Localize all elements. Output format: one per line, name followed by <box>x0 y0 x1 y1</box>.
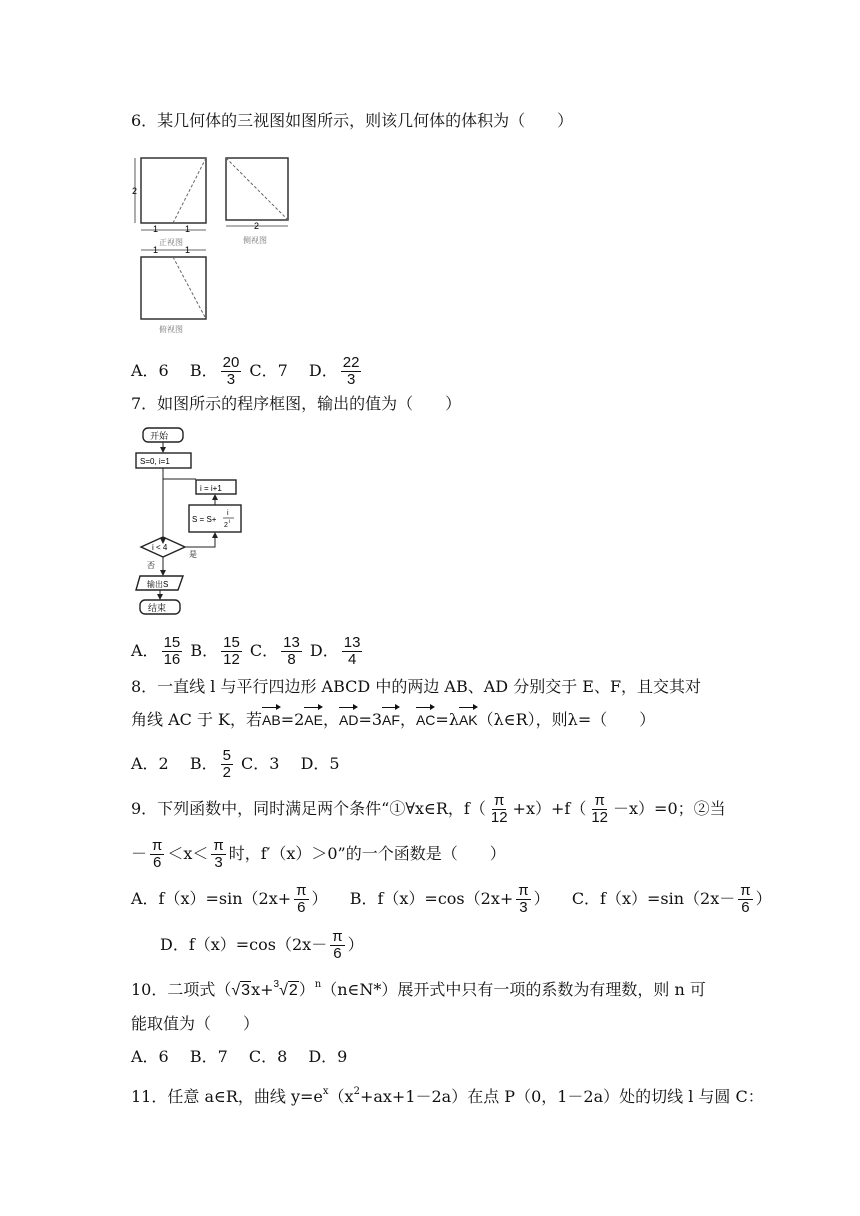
svg-text:开始: 开始 <box>150 431 169 441</box>
three-view-figure <box>131 150 301 335</box>
q10-line2: 能取值为（ ） <box>131 1014 260 1033</box>
top-view-label: 俯视图 <box>159 325 183 334</box>
q8-line2: 角线 AC 于 K，若AB=2AE，AD=3AF，AC=λAK（λ∈R），则λ=（ ） <box>131 710 656 729</box>
q6-option-d-fraction: $\frac{22}{3}$ <box>342 354 360 388</box>
q7-options: A． $\frac{15}{16}$ B． $\frac{15}{12}$ C． $\frac{13}{8}$ D． $\frac{13}{4}$ <box>131 634 361 668</box>
q6-option-a: A．6 <box>131 361 169 380</box>
front-view-label: 正视图 <box>159 238 183 247</box>
q9-line1: 9．下列函数中，同时满足两个条件“①∀x∈R，f（ $\frac{\pi}{12}$ +x）+f（ $\frac{\pi}{12}$ －x）=0；②当 <box>131 792 726 826</box>
svg-text:i < 4: i < 4 <box>152 543 168 552</box>
side-dim: 2 <box>254 221 260 231</box>
front-view <box>141 158 206 223</box>
q7-option-a-fraction: $\frac{15}{16}$ <box>163 634 181 668</box>
side-view-label: 侧视图 <box>243 236 267 245</box>
q10-options: A．6 B．7 C．8 D．9 <box>131 1047 348 1066</box>
svg-text:S = S+: S = S+ <box>192 515 217 524</box>
svg-text:结束: 结束 <box>148 603 167 613</box>
svg-text:是: 是 <box>189 550 197 559</box>
q6-option-d-label: D． <box>308 361 338 380</box>
q8-options: A．2 B． $\frac{5}{2}$ C．3 D．5 <box>131 747 340 781</box>
side-view <box>226 158 288 220</box>
svg-text:输出S: 输出S <box>147 580 169 589</box>
q7-option-c-fraction: $\frac{13}{8}$ <box>283 634 300 668</box>
vector-ae: AE <box>304 712 323 728</box>
svg-text:i: i <box>229 519 231 525</box>
q7-option-d-fraction: $\frac{13}{4}$ <box>343 634 361 668</box>
q6-option-b-fraction: $\frac{20}{3}$ <box>222 354 240 388</box>
svg-text:i = i+1: i = i+1 <box>200 484 222 493</box>
flowchart <box>133 425 253 620</box>
q7-stem: 7．如图所示的程序框图，输出的值为（ ） <box>131 394 462 413</box>
vector-ac: AC <box>415 712 436 728</box>
q7-option-b-fraction: $\frac{15}{12}$ <box>223 634 240 668</box>
svg-text:S=0, i=1: S=0, i=1 <box>140 457 170 466</box>
front-dim-left: 1 <box>153 224 159 234</box>
svg-text:2: 2 <box>224 522 228 529</box>
top-dim-left: 1 <box>153 245 159 255</box>
svg-text:i: i <box>227 510 229 517</box>
q6-options <box>131 355 364 388</box>
top-dim-right: 1 <box>185 245 191 255</box>
q6-option-c: C．7 <box>249 361 288 380</box>
front-height-label: 2 <box>132 186 138 196</box>
vector-ak: AK <box>458 712 478 728</box>
q6-option-b-label: B． <box>189 361 218 380</box>
top-view <box>141 257 206 319</box>
q8-option-b-fraction: $\frac{5}{2}$ <box>222 747 231 781</box>
q9-line2: － $\frac{\pi}{6}$ ＜x＜ $\frac{\pi}{3}$ 时，f′（x）＞0”的一个函数是（ ） <box>131 837 506 871</box>
q8-line1: 8．一直线 l 与平行四边形 ABCD 中的两边 AB、AD 分别交于 E、F，且交其对 <box>131 677 702 696</box>
vector-ab: AB <box>262 712 281 728</box>
front-dim-right: 1 <box>185 224 191 234</box>
vector-af: AF <box>382 712 400 728</box>
q9-options-row2: D．f（x）=cos（2x－ $\frac{\pi}{6}$ ） <box>160 928 364 962</box>
vector-ad: AD <box>339 712 359 728</box>
q10-line1: 10．二项式$(√3x+^3√2)^n(n\in N*)$展开式中只有一项的系数为有理数，则 n 可 <box>131 979 706 999</box>
svg-text:否: 否 <box>147 561 155 570</box>
q9-options-row1: A．f（x）=sin（2x+ $\frac{\pi}{6}$ ） B．f（x）=cos（2x+ $\frac{\pi}{3}$ ） C．f（x）=sin（2x－ $\frac{\pi}{6}$ ） <box>131 882 772 916</box>
q6-stem: 6．某几何体的三视图如图所示，则该几何体的体积为（ ） <box>131 111 574 130</box>
q11-line1: 11．任意 a∈R，曲线 $y=e^x(x^2+ax+1-2a)$在点 P（0，1－2a）处的切线 l 与圆 C： <box>131 1086 764 1106</box>
